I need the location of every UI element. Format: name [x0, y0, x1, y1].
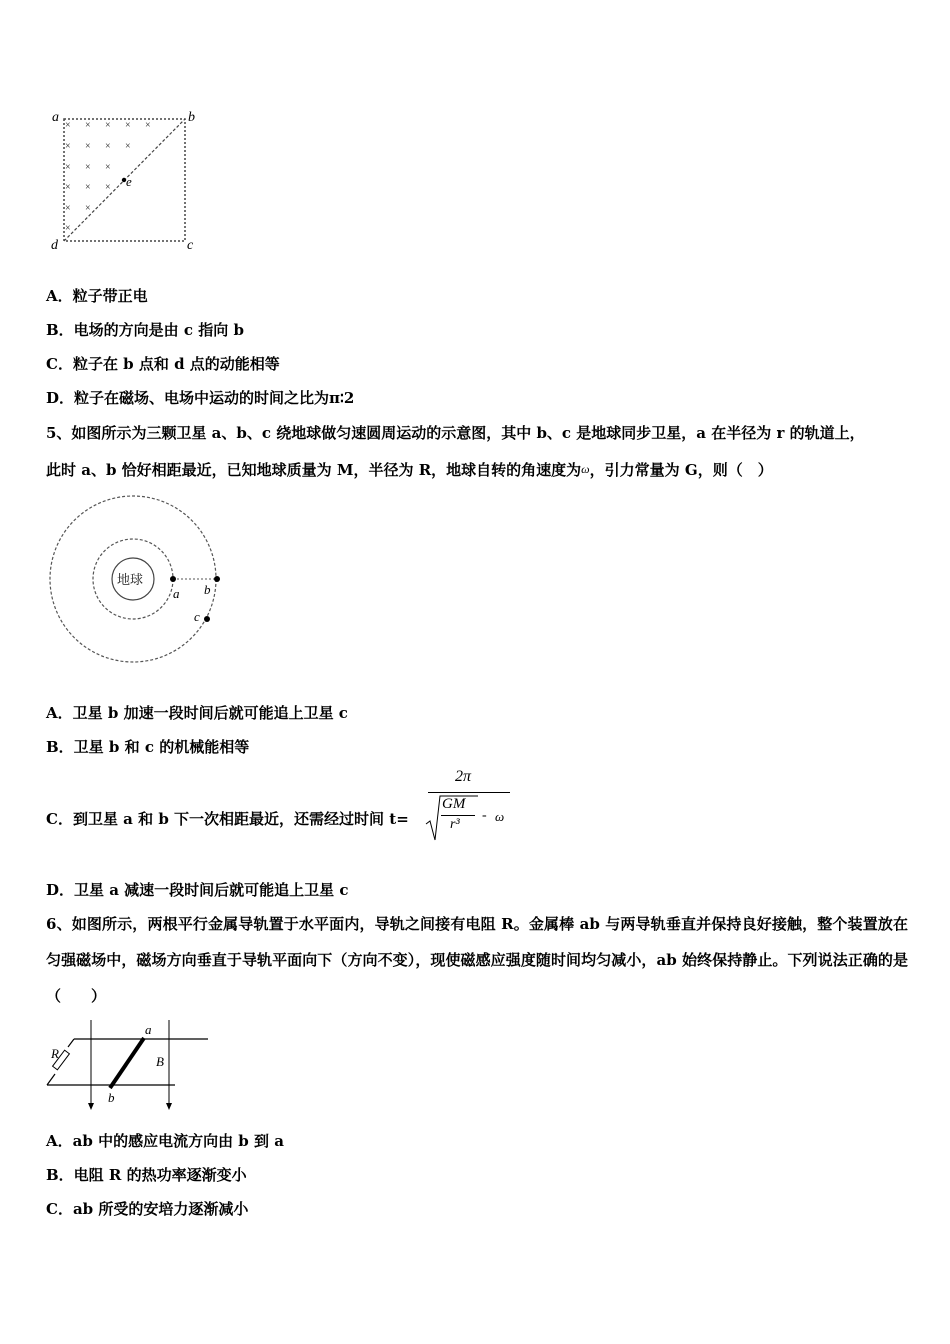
q6-option-a: A．ab 中的感应电流方向由 b 到 a	[46, 1132, 284, 1150]
formula-numerator: 2π	[455, 768, 472, 785]
earth-label: 地球	[117, 572, 144, 587]
svg-text:×: ×	[65, 203, 71, 214]
svg-text:×: ×	[85, 141, 91, 152]
q4-option-b: B．电场的方向是由 c 指向 b	[46, 321, 244, 339]
rails-figure	[44, 1015, 224, 1115]
q5-option-a: A．卫星 b 加速一段时间后就可能追上卫星 c	[46, 704, 348, 722]
svg-text:×: ×	[105, 120, 111, 131]
label-rod-a: a	[145, 1022, 152, 1037]
formula-minus: -	[482, 808, 487, 823]
q6-stem: 6、如图所示，两根平行金属导轨置于水平面内，导轨之间接有电阻 R。金属棒 ab 与两导轨垂直并保持良好接触，整个装置放在匀强磁场中，磁场方向垂直于导轨平面向下（方向不变），现使磁感应强度随时间均匀减小，ab 始终保持静止。下列说法正确的是（ ）	[46, 915, 908, 1005]
svg-text:×: ×	[65, 182, 71, 193]
satellite-c	[204, 616, 210, 622]
svg-text:×: ×	[105, 182, 111, 193]
formula-r3: r³	[450, 817, 460, 832]
label-field-B: B	[156, 1054, 164, 1069]
field-arrow-left	[88, 1103, 94, 1110]
field-crosses	[65, 120, 151, 234]
satellite-b-label: b	[204, 582, 211, 597]
svg-text:×: ×	[125, 141, 131, 152]
q4-option-c: C．粒子在 b 点和 d 点的动能相等	[46, 355, 280, 373]
metal-rod-ab	[110, 1038, 144, 1088]
label-a: a	[52, 110, 59, 125]
resistor-wire-bottom	[47, 1074, 55, 1085]
svg-text:×: ×	[125, 120, 131, 131]
q5-formula	[424, 768, 514, 848]
svg-text:×: ×	[85, 182, 91, 193]
orbit-figure	[44, 490, 234, 670]
satellite-a-label: a	[173, 586, 180, 601]
satellite-c-label: c	[194, 609, 200, 624]
field-square-figure	[44, 104, 204, 254]
svg-text:×: ×	[65, 141, 71, 152]
q5-stem-line1: 5、如图所示为三颗卫星 a、b、c 绕地球做匀速圆周运动的示意图，其中 b、c 是地球同步卫星，a 在半径为 r 的轨道上，	[46, 424, 865, 442]
label-c: c	[187, 238, 194, 253]
svg-text:×: ×	[85, 162, 91, 173]
svg-text:×: ×	[105, 162, 111, 173]
svg-text:×: ×	[85, 120, 91, 131]
label-rod-b: b	[108, 1090, 115, 1105]
formula-inner-bar	[441, 815, 475, 816]
svg-text:×: ×	[65, 120, 71, 131]
formula-fraction-bar	[428, 792, 510, 793]
q5-option-d: D．卫星 a 减速一段时间后就可能追上卫星 c	[46, 881, 349, 899]
formula-gm: GM	[442, 796, 466, 812]
q5-stem-line2: 此时 a、b 恰好相距最近，已知地球质量为 M，半径为 R，地球自转的角速度为ω，引力常量为 G，则（ ）	[46, 461, 773, 479]
svg-text:×: ×	[85, 203, 91, 214]
resistor-wire-top	[68, 1039, 74, 1047]
q5-option-b: B．卫星 b 和 c 的机械能相等	[46, 738, 250, 756]
q6-option-b: B．电阻 R 的热功率逐渐变小	[46, 1166, 247, 1184]
label-R: R	[51, 1046, 59, 1061]
svg-text:×: ×	[65, 223, 71, 234]
q4-option-d: D．粒子在磁场、电场中运动的时间之比为π∶2	[46, 389, 355, 407]
label-d: d	[51, 238, 58, 253]
formula-omega: ω	[495, 809, 505, 824]
q4-option-a: A．粒子带正电	[46, 287, 148, 305]
label-b: b	[188, 110, 195, 125]
q5-option-c: C．到卫星 a 和 b 下一次相距最近，还需经过时间 t=	[46, 810, 409, 828]
field-arrow-right	[166, 1103, 172, 1110]
svg-text:×: ×	[145, 120, 151, 131]
svg-text:×: ×	[105, 141, 111, 152]
satellite-b	[214, 576, 220, 582]
svg-text:×: ×	[65, 162, 71, 173]
satellite-a	[170, 576, 176, 582]
q6-option-c: C．ab 所受的安培力逐渐减小	[46, 1200, 249, 1218]
label-e: e	[126, 174, 132, 189]
